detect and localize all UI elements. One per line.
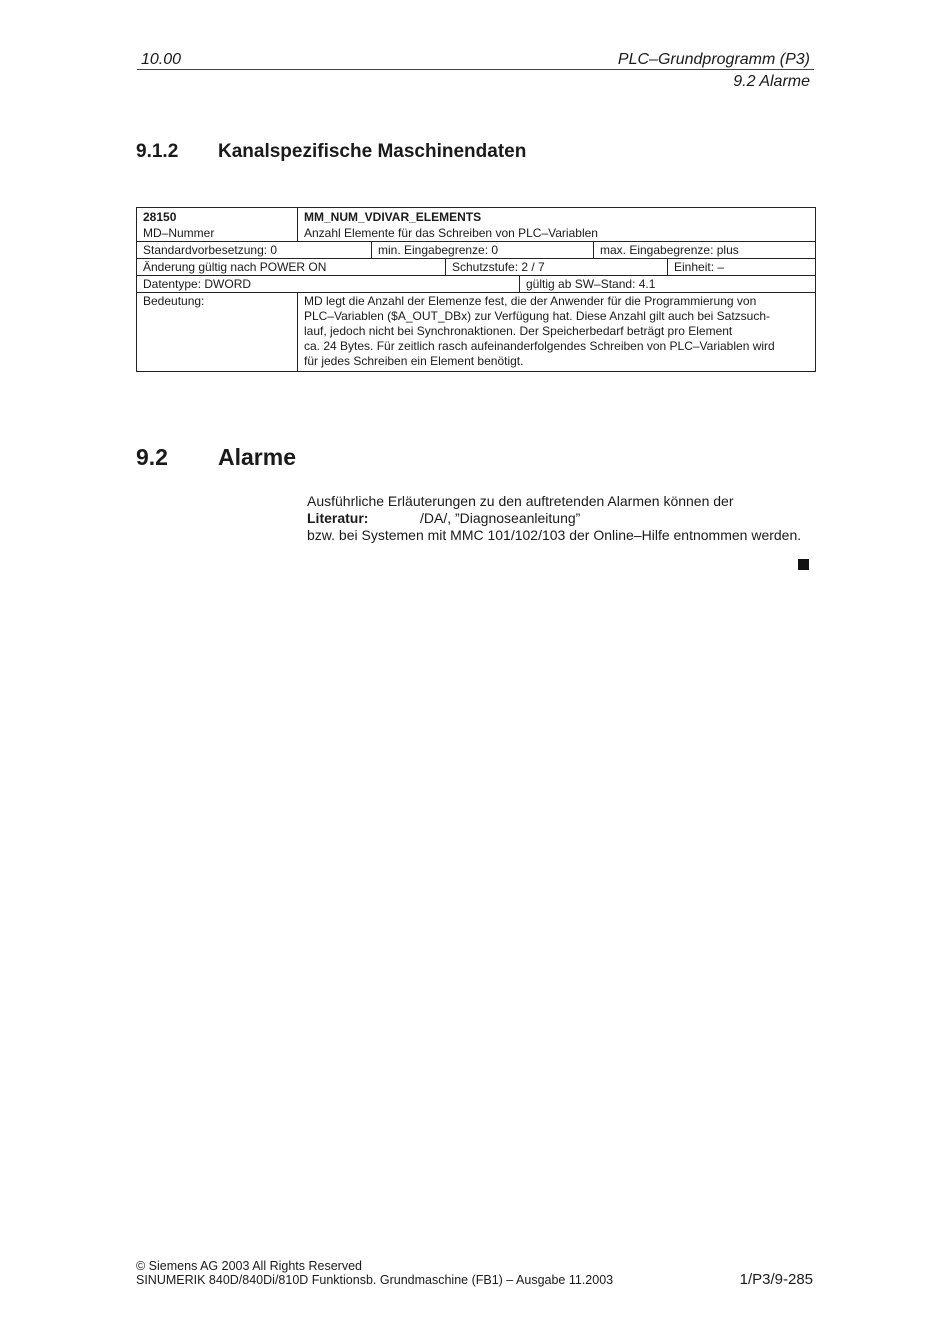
literature-label: Literatur: [307,510,369,526]
md-name: MM_NUM_VDIVAR_ELEMENTS [304,210,482,224]
header-rule [137,69,814,70]
md-row-meaning [137,292,815,371]
md-max: max. Eingabegrenze: plus [593,242,815,258]
literature-reference [307,510,801,527]
md-description: Anzahl Elemente für das Schreiben von PLC–Variablen [304,226,598,240]
md-valid-from: gültig ab SW–Stand: 4.1 [519,276,815,292]
md-meaning-line: lauf, jedoch nicht bei Synchronaktionen. Der Speicherbedarf beträgt pro Element [304,324,733,338]
header-version: 10.00 [141,51,182,68]
md-unit: Einheit: – [667,259,815,275]
md-row-number [137,208,815,241]
md-row-change [137,258,815,275]
section-912-title: Kanalspezifische Maschinendaten [218,141,527,162]
md-number-block [137,208,297,241]
md-meaning-line: ca. 24 Bytes. Für zeitlich rasch aufeinanderfolgendes Schreiben von PLC–Variablen wird [304,339,775,353]
alarm-paragraph-line: Ausführliche Erläuterungen zu den auftretenden Alarmen können der [307,493,734,509]
md-protection: Schutzstufe: 2 / 7 [445,259,667,275]
footer-document-title: SINUMERIK 840D/840Di/810D Funktionsb. Grundmaschine (FB1) – Ausgabe 11.2003 [136,1273,614,1287]
machine-data-table [136,207,816,372]
md-name-block [297,208,815,241]
end-of-section-square-icon [798,559,809,570]
alarm-paragraph [307,493,801,544]
section-912-number: 9.1.2 [136,141,179,162]
section-92-number: 9.2 [136,444,168,470]
header-chapter-title: PLC–Grundprogramm (P3) [617,51,810,68]
footer-page-number: 1/P3/9-285 [739,1271,813,1288]
md-number: 28150 [143,210,177,224]
md-meaning-line: für jedes Schreiben ein Element benötigt. [304,354,524,368]
md-default: Standardvorbesetzung: 0 [143,243,278,257]
md-meaning-text [297,293,815,371]
section-92-title: Alarme [218,444,296,470]
footer-copyright: © Siemens AG 2003 All Rights Reserved [136,1259,362,1273]
md-meaning-label: Bedeutung: [143,294,205,308]
md-row-datatype [137,275,815,292]
md-number-label: MD–Nummer [143,226,215,240]
alarm-paragraph-line: bzw. bei Systemen mit MMC 101/102/103 der Online–Hilfe entnommen werden. [307,527,802,543]
md-min: min. Eingabegrenze: 0 [371,242,593,258]
md-meaning-line: PLC–Variablen ($A_OUT_DBx) zur Verfügung hat. Diese Anzahl gilt auch bei Satzsuch- [304,309,771,323]
md-change: Änderung gültig nach POWER ON [143,260,327,274]
header-section: 9.2 Alarme [733,73,810,90]
md-datatype: Datentype: DWORD [143,277,252,291]
md-meaning-line: MD legt die Anzahl der Elemenze fest, die der Anwender für die Programmierung von [304,294,757,308]
md-row-limits [137,241,815,258]
literature-value: /DA/, ”Diagnoseanleitung” [420,510,581,526]
